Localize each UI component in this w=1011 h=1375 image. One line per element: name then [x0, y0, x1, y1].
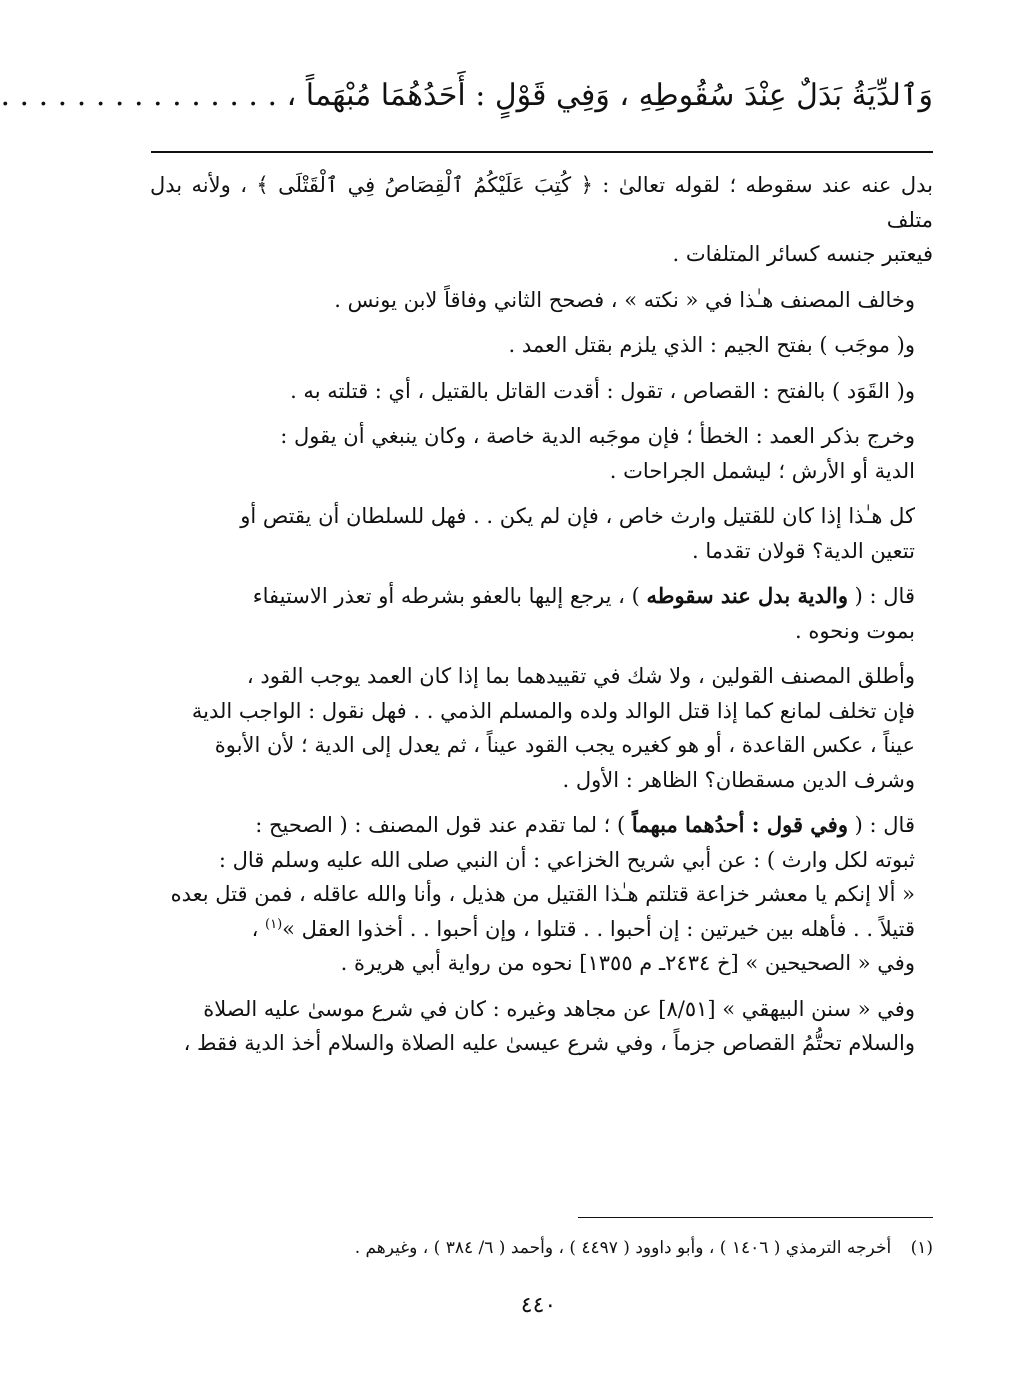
paragraph-9-line-1: [150, 808, 933, 843]
paragraph-1: [150, 168, 933, 272]
paragraph-8-line-1: وأطلق المصنف القولين ، ولا شك في تقييدهما بما إذا كان العمد يوجب القود ،: [246, 664, 915, 688]
paragraph-5: [150, 419, 933, 488]
paragraph-7-line-1: [150, 579, 933, 614]
paragraph-4-line-1: و( القَوَد ) بالفتح : القصاص ، تقول : أقدت القاتل بالقتيل ، أي : قتلته به .: [290, 378, 915, 403]
footnote-text: أخرجه الترمذي ( ١٤٠٦ ) ، وأبو داوود ( ٤٤٩٧ ) ، وأحمد ( ٦/ ٣٨٤ ) ، وغيرهم .: [354, 1238, 892, 1258]
paragraph-10-line-2: والسلام تحتُّمُ القصاص جزماً ، وفي شرع عيسىٰ عليه الصلاة والسلام أخذ الدية فقط ،: [183, 1031, 915, 1055]
paragraph-8: [150, 659, 933, 797]
paragraph-6: [150, 499, 933, 568]
footnote: [150, 1235, 933, 1261]
hadith-end-comma: ،: [251, 916, 266, 941]
paragraph-8-line-2: فإن تخلف لمانع كما إذا قتل الوالد ولده والمسلم الذمي . . فهل نقول : الواجب الدية: [191, 698, 915, 723]
matn-text: وَٱلدِّيَةُ بَدَلٌ عِنْدَ سُقُوطِهِ ، وَفِي قَوْلٍ : أَحَدُهُمَا مُبْهَماً ،: [286, 78, 933, 113]
paragraph-8-line-3: عيناً ، عكس القاعدة ، أو هو كغيره يجب القود عيناً ، ثم يعدل إلى الدية ؛ لأن الأبوة: [214, 733, 915, 757]
paragraph-3: [150, 328, 933, 363]
paragraph-1-line-2: فيعتبر جنسه كسائر المتلفات .: [672, 242, 933, 266]
paragraph-10: [150, 992, 933, 1061]
paragraph-1-line-1: بدل عنه عند سقوطه ؛ لقوله تعالىٰ : ﴿ كُتِبَ عَلَيْكُمُ ٱلْقِصَاصُ فِي ٱلْقَتْلَى ﴾ ، ولأنه بدل متلف: [150, 173, 933, 232]
paragraph-4: [150, 374, 933, 409]
paragraph-6-line-1: كل هـٰذا إذا كان للقتيل وارث خاص ، فإن لم يكن . . فهل للسلطان أن يقتص أو: [240, 504, 915, 528]
paragraph-9-line-5: وفي « الصحيحين » [خ ٢٤٣٤ـ م ١٣٥٥] نحوه من رواية أبي هريرة .: [340, 951, 915, 975]
quote-open: قال : (: [848, 813, 915, 837]
footnote-number: (١): [910, 1238, 933, 1258]
paragraph-7: [150, 579, 933, 648]
paragraph-10-line-1: وفي « سنن البيهقي » [٨/٥١] عن مجاهد وغيره : كان في شرع موسىٰ عليه الصلاة: [203, 996, 915, 1021]
paragraph-6-line-2: تتعين الدية؟ قولان تقدما .: [692, 538, 915, 563]
paragraph-5-line-2: الدية أو الأرش ؛ ليشمل الجراحات .: [609, 458, 915, 483]
matn-line: [0, 72, 933, 120]
footnote-reference[interactable]: (١): [265, 916, 283, 932]
quote-rest: ) ، يرجع إليها بالعفو بشرطه أو تعذر الاستيفاء: [252, 584, 647, 608]
quote-rest: ) ؛ لما تقدم عند قول المصنف : ( الصحيح :: [255, 813, 632, 837]
paragraph-9: [150, 808, 933, 981]
paragraph-5-line-1: وخرج بذكر العمد : الخطأ ؛ فإن موجَبه الدية خاصة ، وكان ينبغي أن يقول :: [280, 424, 915, 448]
paragraph-9-line-4: [150, 912, 933, 947]
quoted-matn: وفي قول : أحدُهما مبهماً: [631, 812, 848, 837]
quote-open: قال : (: [848, 584, 915, 608]
paragraph-9-line-2: ثبوته لكل وارث ) : عن أبي شريح الخزاعي : أن النبي صلى الله عليه وسلم قال :: [218, 847, 915, 872]
paragraph-3-line-1: و( موجَب ) بفتح الجيم : الذي يلزم بقتل العمد .: [508, 333, 915, 357]
paragraph-2-line-1: وخالف المصنف هـٰذا في « نكته » ، فصحح الثاني وفاقاً لابن يونس .: [334, 287, 915, 312]
quoted-matn: والدية بدل عند سقوطه: [646, 583, 848, 608]
footnote-separator-rule: [578, 1217, 933, 1218]
matn-separator-rule: [151, 151, 933, 153]
hadith-end: قتيلاً . . فأهله بين خيرتين : إن أحبوا . . قتلوا ، وإن أحبوا . . أخذوا العقل »: [282, 916, 915, 941]
page-number: ٤٤٠: [520, 1293, 557, 1318]
matn-dots: . . . . . . . . . . . . . . .: [0, 78, 278, 113]
paragraph-9-line-3: « ألا إنكم يا معشر خزاعة قتلتم هـٰذا القتيل من هذيل ، وأنا والله عاقله ، فمن قتل بعده: [170, 882, 915, 906]
paragraph-8-line-4: وشرف الدين مسقطان؟ الظاهر : الأول .: [562, 767, 915, 792]
commentary-body: [150, 168, 933, 1072]
paragraph-7-line-2: بموت ونحوه .: [794, 618, 915, 643]
paragraph-2: [150, 283, 933, 318]
